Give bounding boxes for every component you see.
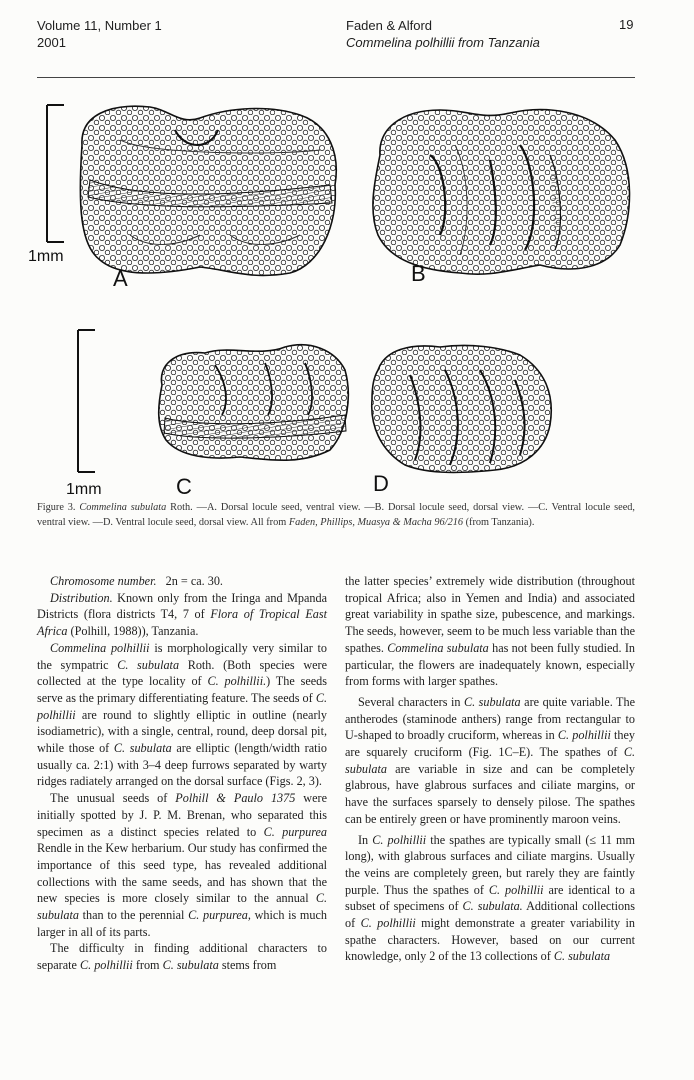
scale-label-bottom: 1mm xyxy=(66,481,102,498)
caption-tail: (from Tanzania). xyxy=(465,517,535,528)
species-name: C. polhillii xyxy=(360,916,416,931)
species-name: C. polhillii xyxy=(372,832,427,847)
species-name: C. purpurea, xyxy=(188,908,251,923)
chromosome-paragraph xyxy=(37,573,327,590)
paragraph-text: are identical to a subset of specimens of xyxy=(345,882,635,914)
year-line: 2001 xyxy=(37,35,66,50)
seed-illustration xyxy=(0,85,694,497)
panel-label-d: D xyxy=(373,471,389,496)
running-header-center xyxy=(346,17,540,51)
scale-label-top: 1mm xyxy=(28,248,64,265)
collection-name: Polhill & Paulo 1375 xyxy=(175,791,296,806)
characters-paragraph xyxy=(345,694,635,828)
species-name: C. subulata xyxy=(117,657,180,672)
species-name: C. subulata xyxy=(162,958,219,973)
species-name: C. subulata xyxy=(345,745,635,776)
header-rule xyxy=(37,77,635,78)
paragraph-text: Rendle in the Kew herbarium. Our study has confirmed the importance of this seed type, has revealed additional collections with the same seeds, and has shown that the new species is more closely similar to the annual xyxy=(37,841,327,906)
species-name: C. purpurea xyxy=(263,824,328,839)
difficulty-paragraph xyxy=(37,940,327,973)
running-title: Commelina polhillii from Tanzania xyxy=(346,35,540,50)
paragraph-text: Several characters in xyxy=(358,694,461,709)
caption-panels: —A. Dorsal locule seed, ventral view. —B. Dorsal locule seed, dorsal view. —C. Ventral locule seed, ventral view. —D. Ventral locule seed, dorsal view. All from xyxy=(37,502,635,528)
distribution-text-2: (Polhill, 1988)), Tanzania. xyxy=(70,624,199,639)
page-number: 19 xyxy=(619,17,634,32)
paragraph-text: ) The seeds serve as the primary differentiating feature. The seeds of xyxy=(37,674,328,705)
paragraph-text: are quite variable. The antherodes (staminode anthers) range from rectangular to U-shaped to broadly cruciform, whereas in xyxy=(345,694,635,743)
panel-label-c: C xyxy=(176,474,192,499)
variability-paragraph xyxy=(345,573,635,690)
paragraph-text: might demonstrate a greater variability in spathe characters. However, based on our current knowledge, only 2 of the 13 collections of xyxy=(345,916,635,964)
seed-a xyxy=(80,106,336,275)
seed-b xyxy=(373,110,630,275)
species-name: C. polhillii xyxy=(79,958,133,973)
body-column-right xyxy=(345,573,635,965)
caption-collectors: Faden, Phillips, Muasya & Macha 96/216 xyxy=(288,517,464,528)
paragraph-text: are elliptic (length/width ratio usually ca. 2:1) with 3–4 deep furrows separated by warty ridges radiately arranged on the dorsal surface (Figs. 2, 3). xyxy=(37,741,327,789)
seed-c xyxy=(159,345,349,460)
paragraph-text: are round to slightly elliptic in outline (nearly isodiametric), with a single, central, round, deep dorsal pit, while those of xyxy=(37,707,327,756)
species-name: C. subulata. xyxy=(462,899,523,914)
chromosome-label: Chromosome number. xyxy=(50,574,157,588)
paragraph-text: In xyxy=(358,832,369,847)
paragraph-text: they are squarely cruciform (Fig. 1C–E). The spathes of xyxy=(345,728,636,760)
paragraph-text: is morphologically very similar to the sympatric xyxy=(37,640,328,672)
species-name: C. polhillii xyxy=(37,690,327,722)
species-name: C. polhillii. xyxy=(207,674,267,689)
scale-bar-top xyxy=(47,105,64,242)
body-column-left xyxy=(37,573,327,974)
spathes-paragraph xyxy=(345,832,635,966)
paragraph-text: Additional collections of xyxy=(345,899,635,931)
authors-line: Faden & Alford xyxy=(346,18,432,33)
species-name: C. subulata xyxy=(463,694,521,709)
paragraph-text: are variable in size and can be completely glabrous, have glabrous surfaces and ciliate margins, or have the surfaces sparsely to densely pilose. The spathes can be entirely green or have prominently maroon veins. xyxy=(345,761,636,826)
caption-authority: Roth. xyxy=(170,502,193,513)
paragraph-text: stems from xyxy=(221,958,277,973)
distribution-label: Distribution. xyxy=(50,590,113,605)
seed-d xyxy=(372,345,551,472)
caption-species: Commelina subulata xyxy=(79,502,167,513)
panel-label-b: B xyxy=(411,261,426,286)
paragraph-text: which is much larger in all of its parts. xyxy=(37,908,327,939)
distribution-flora: Flora of Tropical East Africa xyxy=(37,607,327,639)
scale-bar-bottom xyxy=(78,330,95,472)
distribution-text: Known only from the Iringa and Mpanda Districts (flora districts T4, 7 of xyxy=(37,590,328,622)
figure-caption xyxy=(37,500,635,530)
paragraph-text: were initially spotted by J. P. M. Brenan, who separated this specimen as a distinct species related to xyxy=(37,791,327,839)
paragraph-text: than to the perennial xyxy=(82,908,185,923)
species-name: C. subulata xyxy=(37,891,327,923)
species-name: C. polhillii xyxy=(488,882,544,897)
running-header-left xyxy=(37,17,162,51)
volume-line: Volume 11, Number 1 xyxy=(37,18,162,33)
chromosome-value: 2n = ca. 30. xyxy=(165,574,223,588)
paragraph-text: Roth. (Both species were collected at the type locality of xyxy=(37,657,327,689)
caption-label: Figure 3. xyxy=(37,502,76,513)
comparison-paragraph xyxy=(37,640,327,790)
species-name: C. subulata xyxy=(113,741,172,756)
paragraph-text: The difficulty in finding additional characters to separate xyxy=(37,941,327,973)
species-name: C. polhillii xyxy=(557,728,611,743)
species-name: C. subulata xyxy=(553,949,611,964)
panel-label-a: A xyxy=(113,266,128,291)
paragraph-text: has not been fully studied. In particular, the flowers are inadequately known, especially from forms with larger spathes. xyxy=(345,640,635,689)
paragraph-text: from xyxy=(135,958,160,973)
figure-3-seed-drawings xyxy=(0,85,694,497)
history-paragraph xyxy=(37,790,327,940)
species-name: Commelina polhillii xyxy=(50,640,150,655)
paragraph-text: The unusual seeds of xyxy=(50,791,168,806)
paragraph-text: the spathes are typically small (≤ 11 mm long), with glabrous surfaces and ciliate margins. Usually the veins are completely green, but rarely they are faintly purple. Thus the spathes of xyxy=(345,832,635,897)
distribution-paragraph xyxy=(37,590,327,640)
species-name: Commelina subulata xyxy=(387,640,489,655)
paragraph-text: the latter species’ extremely wide distribution (throughout tropical Africa; also in Yemen and India) and associated great variability in spathe size, pubescence, and markings. The seeds, however, seem to be much less variable than the spathes. xyxy=(345,574,635,655)
